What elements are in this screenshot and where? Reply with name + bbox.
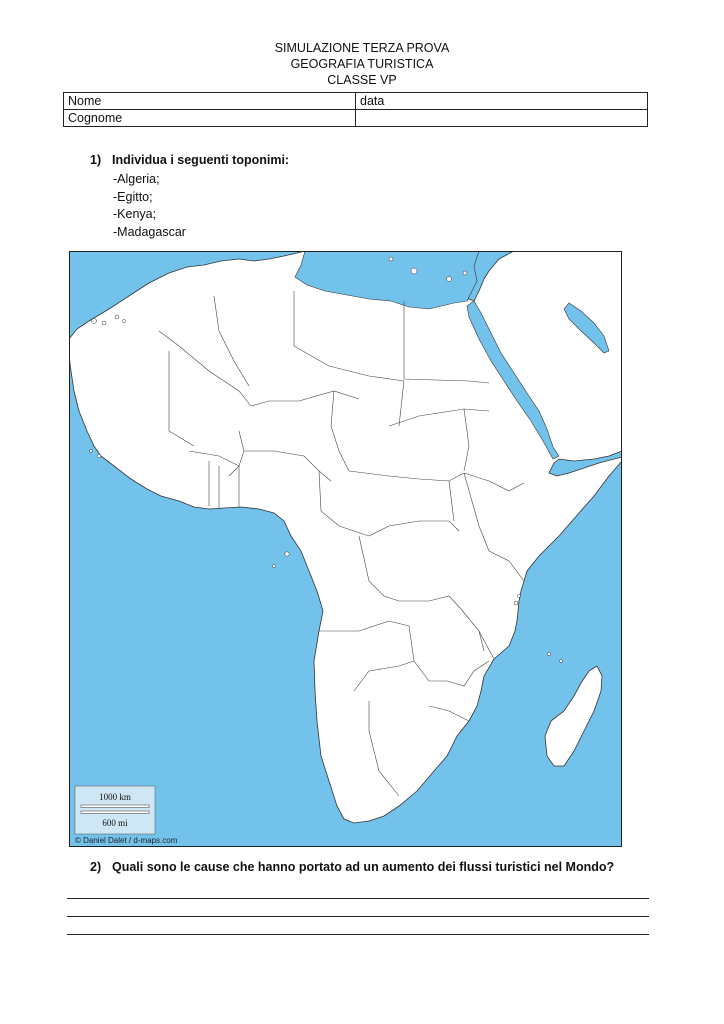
africa-blank-map	[69, 251, 622, 847]
table-row	[64, 93, 648, 110]
answer-line[interactable]	[67, 916, 649, 917]
surname-value-cell[interactable]	[356, 110, 648, 127]
question-2-text: Quali sono le cause che hanno portato ad un aumento dei flussi turistici nel Mondo?	[112, 860, 615, 874]
surname-label[interactable]: Cognome	[64, 110, 356, 127]
table-row	[64, 110, 648, 127]
header-subject: GEOGRAFIA TURISTICA	[290, 57, 434, 71]
answer-line[interactable]	[67, 898, 649, 899]
question-2	[90, 860, 614, 874]
list-item: -Algeria;	[113, 172, 160, 186]
question-1-text: Individua i seguenti toponimi:	[112, 153, 290, 167]
answer-line[interactable]	[67, 934, 649, 935]
map-credit: © Daniel Dalet / d-maps.com	[75, 836, 178, 845]
question-1-number: 1)	[90, 153, 102, 167]
date-label[interactable]: data	[356, 93, 648, 110]
list-item: -Kenya;	[113, 207, 157, 221]
scale-km-bar	[81, 805, 149, 808]
list-item: -Madagascar	[113, 224, 186, 239]
list-item: -Egitto;	[113, 189, 153, 204]
question-2-number: 2)	[90, 860, 102, 874]
student-info-table	[63, 92, 648, 127]
name-label[interactable]: Nome	[64, 93, 356, 110]
header-title: SIMULAZIONE TERZA PROVA	[274, 41, 450, 55]
document-header	[0, 40, 724, 88]
scale-mi-bar	[81, 811, 149, 814]
toponym-list	[113, 171, 186, 241]
scale-mi-label: 600 mi	[102, 818, 128, 828]
question-1	[90, 153, 289, 167]
scale-km-label: 1000 km	[99, 792, 131, 802]
header-class: CLASSE VP	[327, 73, 397, 87]
